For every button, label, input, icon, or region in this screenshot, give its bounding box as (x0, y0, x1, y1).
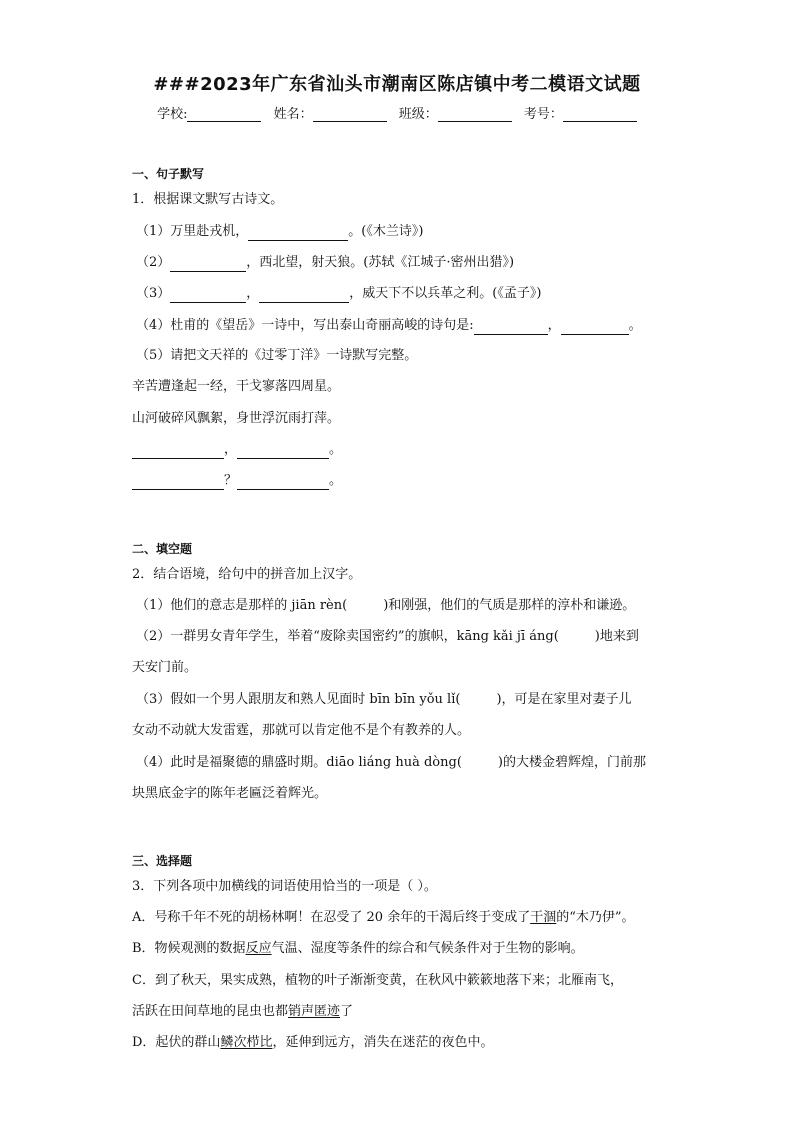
answer-blank[interactable] (237, 475, 329, 490)
question-2-3: （3）假如一个男人跟朋友和熟人见面时 bīn bīn yǒu lǐ( )，可是在家里对妻子儿 (136, 692, 632, 707)
question-2-3-cont: 女动不动就大发雷霆，那就可以肯定他不是个有教养的人。 (132, 723, 471, 738)
answer-blank[interactable] (259, 288, 349, 303)
question-2-1: （1）他们的意志是那样的 jiān rèn( )和刚强，他们的气质是那样的淳朴和谦逊。 (136, 598, 636, 613)
question-2-4: （4）此时是福聚德的鼎盛时期。diāo liáng huà dòng( )的大楼金碧辉煌，门前那 (136, 755, 646, 770)
answer-blank[interactable] (132, 444, 224, 459)
section-heading-3: 三、选择题 (132, 854, 193, 868)
exam-number-field[interactable] (563, 107, 637, 122)
question-1-3: （3） ， ，威天下不以兵革之利。(《孟子》) (136, 286, 542, 301)
class-label: 班级： (398, 107, 438, 122)
option-c[interactable]: C．到了秋天，果实成熟，植物的叶子渐渐变黄，在秋风中簌簌地落下来；北雁南飞， (132, 973, 623, 988)
section-heading-2: 二、填空题 (132, 542, 193, 556)
question-2-2: （2）一群男女青年学生，举着“废除卖国密约”的旗帜，kāng kǎi jī áng( )地来到 (136, 629, 639, 644)
name-label: 姓名： (273, 107, 313, 122)
school-label: 学校: (157, 107, 188, 122)
poem-line-1: 辛苦遭逢起一经，干戈寥落四周星。 (132, 379, 341, 394)
section-heading-1: 一、句子默写 (132, 167, 205, 181)
question-1-4: （4）杜甫的《望岳》一诗中，写出泰山奇丽高峻的诗句是: ， 。 (136, 318, 642, 333)
question-2: 2．结合语境，给句中的拼音加上汉字。 (132, 567, 362, 582)
question-2-4-cont: 块黑底金字的陈年老匾泛着辉光。 (132, 786, 328, 801)
student-info-row (0, 103, 794, 122)
answer-blank[interactable] (170, 288, 246, 303)
school-field[interactable] (187, 107, 261, 122)
class-field[interactable] (438, 107, 512, 122)
question-1-2: （2） ，西北望，射天狼。(苏轼《江城子·密州出猎》) (136, 255, 515, 270)
name-field[interactable] (313, 107, 387, 122)
question-1: 1．根据课文默写古诗文。 (132, 192, 284, 207)
question-2-2-cont: 天安门前。 (132, 660, 198, 675)
answer-blank[interactable] (237, 444, 329, 459)
answer-blank[interactable] (248, 226, 348, 241)
option-d[interactable]: D．起伏的群山鳞次栉比，延伸到远方，消失在迷茫的夜色中。 (132, 1035, 494, 1050)
exam-number-label: 考号： (523, 107, 563, 122)
answer-blank[interactable] (170, 257, 246, 272)
page-title: ###2023年广东省汕头市潮南区陈店镇中考二模语文试题 (153, 74, 641, 95)
question-3: 3．下列各项中加横线的词语使用恰当的一项是（ ）。 (132, 879, 437, 894)
answer-blank[interactable] (132, 475, 224, 490)
poem-line-2: 山河破碎风飘絮，身世浮沉雨打萍。 (132, 411, 341, 426)
poem-line-4: ？ 。 (132, 472, 342, 490)
option-b[interactable]: B．物候观测的数据反应气温、湿度等条件的综合和气候条件对于生物的影响。 (132, 941, 584, 956)
answer-blank[interactable] (474, 320, 548, 335)
question-1-5: （5）请把文天祥的《过零丁洋》一诗默写完整。 (136, 348, 418, 363)
question-1-1: （1）万里赴戎机， 。(《木兰诗》) (136, 224, 424, 239)
answer-blank[interactable] (561, 320, 629, 335)
poem-line-3: ， 。 (132, 441, 342, 459)
option-a[interactable]: A．号称千年不死的胡杨林啊！在忍受了 20 余年的干渴后终于变成了干涸的“木乃伊”。 (132, 910, 635, 925)
option-c-cont: 活跃在田间草地的昆虫也都销声匿迹了 (132, 1004, 354, 1019)
